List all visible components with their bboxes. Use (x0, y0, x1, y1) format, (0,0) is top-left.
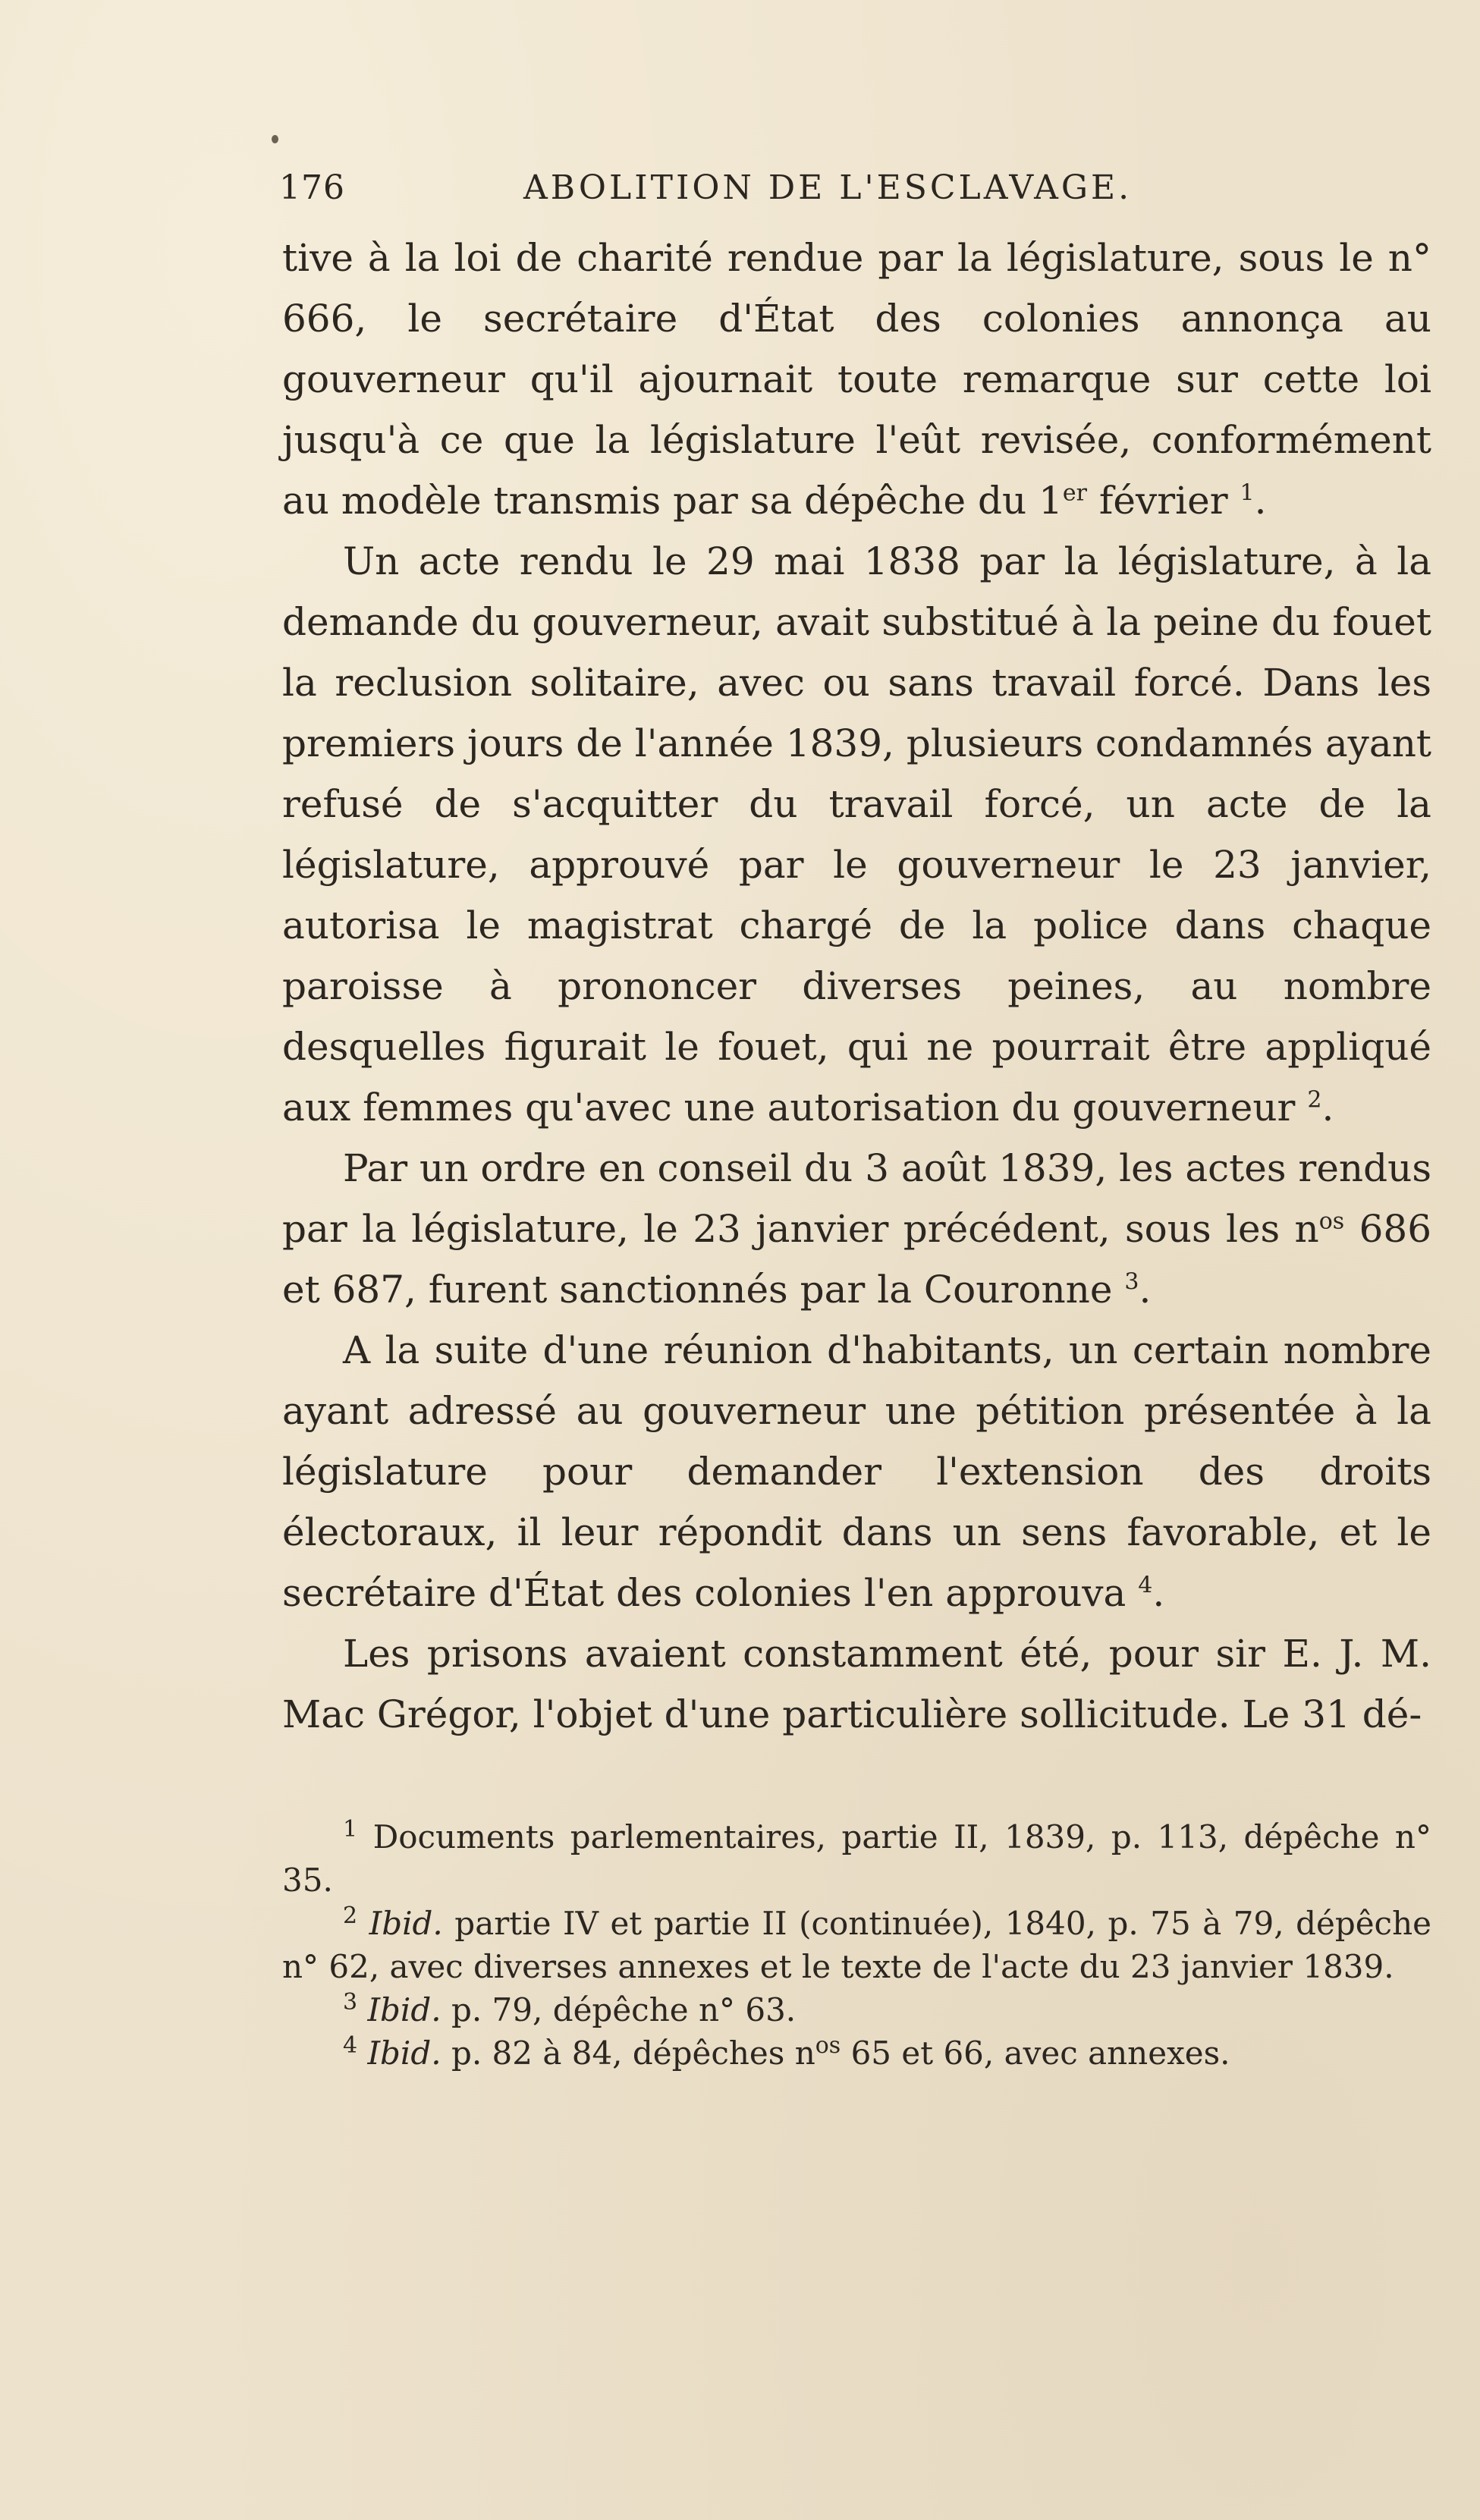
paragraph-end: . (1254, 479, 1267, 523)
paragraph-text-after: février (1087, 479, 1228, 523)
footnote-number: 4 (343, 2032, 358, 2059)
footnotes (282, 1815, 1431, 2075)
page-number: 176 (279, 168, 345, 207)
paragraph-end: . (1321, 1086, 1334, 1130)
body-text (282, 228, 1431, 1745)
ordinal-superscript: os (815, 2032, 841, 2059)
footnote-text: p. 79, dépêche n° 63. (441, 1991, 797, 2028)
paragraph-text: Les prisons avaient constamment été, pour sir E. J. M. Mac Grégor, l'objet d'une particulière sollicitude. Le 31 dé- (282, 1632, 1431, 1736)
footnote-ref-1: 1 (1240, 479, 1255, 507)
paragraph-end: . (1139, 1268, 1152, 1312)
ink-speck (272, 135, 278, 143)
page-header (279, 168, 1432, 214)
footnote-number: 1 (343, 1816, 358, 1843)
paragraph-text: Un acte rendu le 29 mai 1838 par la législature, à la demande du gouverneur, avait substitué à la peine du fouet la reclusion solitaire, avec ou sans travail forcé. Dans les premiers jours de l'année 1839, plusieurs condamnés ayant refusé de s'acquitter du travail forcé, un acte de la législature, approuvé par le gouverneur le 23 janvier, autorisa le magistrat chargé de la police dans chaque paroisse à prononcer diverses peines, au nombre desquelles figurait le fouet, qui ne pourrait être appliqué aux femmes qu'avec une autorisation du gouverneur (282, 539, 1431, 1130)
ordinal-superscript: er (1062, 479, 1087, 507)
running-title: ABOLITION DE L'ESCLAVAGE. (523, 168, 1133, 207)
paragraph-end: . (1152, 1571, 1165, 1615)
paragraph-text-after: 686 et 687, furent sanctionnés par la Couronne (282, 1207, 1431, 1312)
footnote-text: partie IV et partie II (continuée), 1840, p. 75 à 79, dépêche n° 62, avec diverses annexes et le texte de l'acte du 23 janvier 1839. (282, 1905, 1431, 1985)
footnote-number: 2 (343, 1903, 358, 1929)
paragraph-text: A la suite d'une réunion d'habitants, un certain nombre ayant adressé au gouverneur une pétition présentée à la législature pour demander l'extension des droits électoraux, il leur répondit dans un sens favorable, et le secrétaire d'État des colonies l'en approuva (282, 1328, 1431, 1615)
footnote-ibid: Ibid. (367, 1991, 441, 2028)
paragraph-text: Par un ordre en conseil du 3 août 1839, les actes rendus par la législature, le 23 janvier précédent, sous les n (282, 1146, 1431, 1251)
footnote-ref-2: 2 (1307, 1086, 1322, 1114)
footnote-text: p. 82 à 84, dépêches n (441, 2035, 815, 2072)
paragraph-acte-1838 (282, 531, 1431, 1138)
footnote-number: 3 (343, 1989, 358, 2016)
paragraph-petition (282, 1320, 1431, 1623)
paragraph-continuation (282, 228, 1431, 531)
footnote-ref-4: 4 (1138, 1572, 1153, 1599)
footnote-text: Documents parlementaires, partie II, 1839, p. 113, dépêche n° 35. (282, 1818, 1431, 1899)
footnote-4 (282, 2031, 1431, 2075)
footnote-2 (282, 1902, 1431, 1988)
paragraph-ordre-conseil (282, 1138, 1431, 1320)
footnote-1 (282, 1815, 1431, 1902)
footnote-ref-3: 3 (1124, 1268, 1139, 1296)
footnote-3 (282, 1988, 1431, 2031)
footnote-ibid: Ibid. (369, 1905, 443, 1942)
paragraph-prisons (282, 1623, 1431, 1745)
paragraph-text: tive à la loi de charité rendue par la législature, sous le n° 666, le secrétaire d'État des colonies annonça au gouverneur qu'il ajournait toute remarque sur cette loi jusqu'à ce que la législature l'eût revisée, conformément au modèle transmis par sa dépêche du 1 (282, 236, 1431, 523)
ordinal-superscript: os (1318, 1208, 1345, 1235)
footnote-text-after: 65 et 66, avec annexes. (841, 2035, 1230, 2072)
footnote-ibid: Ibid. (367, 2035, 441, 2072)
